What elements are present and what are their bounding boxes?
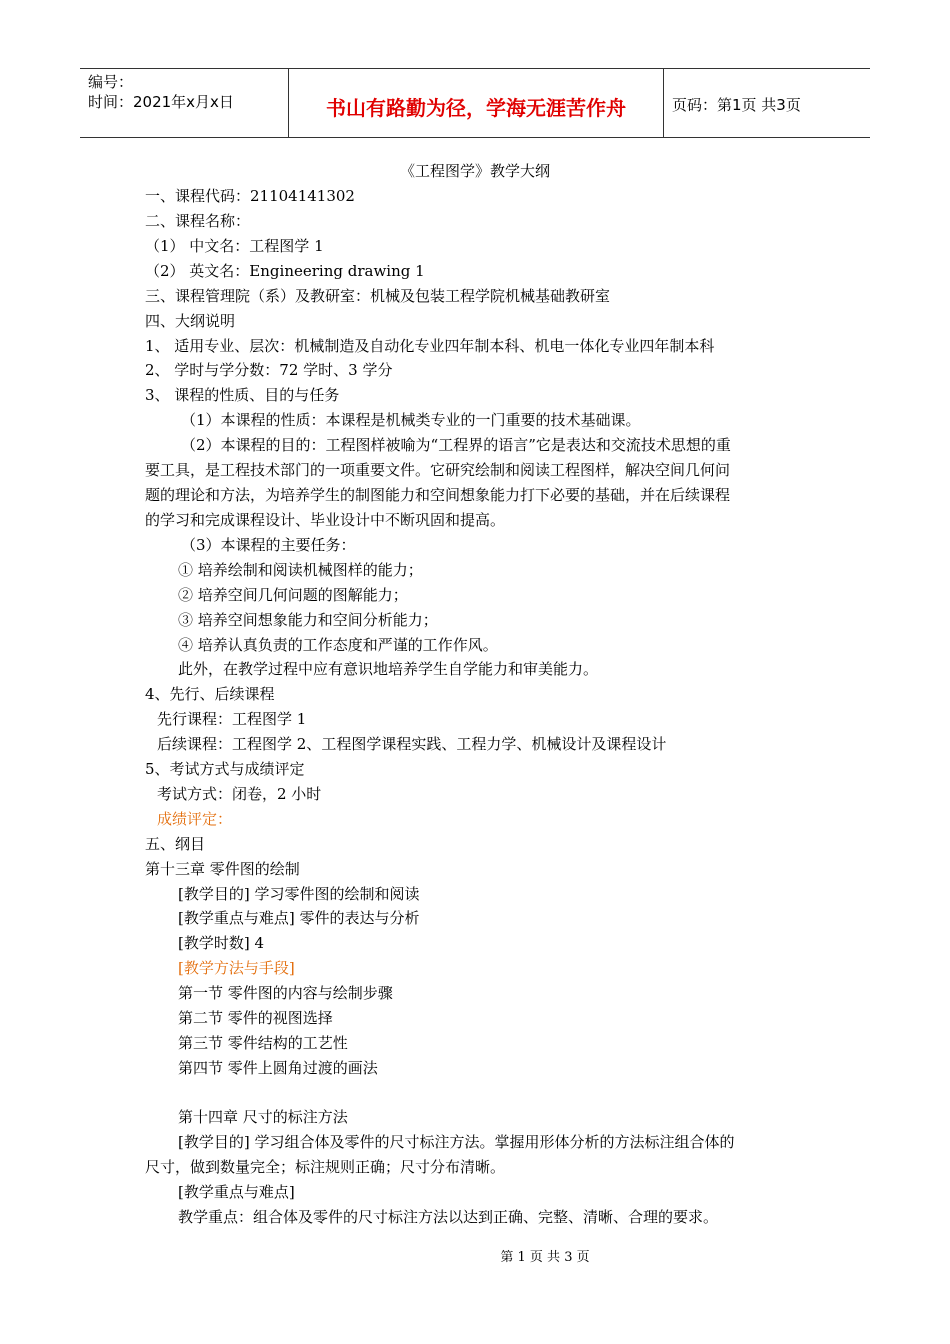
grading-label: 成绩评定：	[157, 810, 233, 828]
document-title: 《工程图学》教学大纲	[399, 162, 550, 180]
number-label: 编号：	[88, 73, 134, 91]
text-line: [教学目的] 学习组合体及零件的尺寸标注方法。掌握用形体分析的方法标注组合体的	[178, 1133, 735, 1151]
text-line: （1）本课程的性质：本课程是机械类专业的一门重要的技术基础课。	[181, 411, 641, 429]
list-item: ④ 培养认真负责的工作态度和严谨的工作作风。	[178, 636, 498, 654]
text-line: 3、 课程的性质、目的与任务	[145, 386, 340, 404]
text-line: 尺寸，做到数量完全；标注规则正确；尺寸分布清晰。	[145, 1158, 506, 1176]
chapter-heading: 第十四章 尺寸的标注方法	[178, 1108, 348, 1126]
motto: 书山有路勤为径，学海无涯苦作舟	[289, 69, 664, 137]
text-line: 后续课程：工程图学 2、工程图学课程实践、工程力学、机械设计及课程设计	[157, 735, 667, 753]
text-line: 1、 适用专业、层次：机械制造及自动化专业四年制本科、机电一体化专业四年制本科	[145, 337, 715, 355]
text-line: [教学时数] 4	[178, 934, 265, 952]
text-line: 4、先行、后续课程	[145, 685, 275, 703]
list-item: ② 培养空间几何问题的图解能力；	[178, 586, 408, 604]
list-item: ③ 培养空间想象能力和空间分析能力；	[178, 611, 438, 629]
text-line: 考试方式：闭卷，2 小时	[157, 785, 322, 803]
section-item: 第三节 零件结构的工艺性	[178, 1034, 348, 1052]
page-header	[80, 68, 870, 138]
text-line: 题的理论和方法，为培养学生的制图能力和空间想象能力打下必要的基础，并在后续课程	[145, 486, 731, 504]
text-line: 此外，在教学过程中应有意识地培养学生自学能力和审美能力。	[178, 660, 599, 678]
section-item: 第一节 零件图的内容与绘制步骤	[178, 984, 393, 1002]
date-label: 时间：2021年x月x日	[88, 93, 234, 111]
text-line: [教学重点与难点] 零件的表达与分析	[178, 909, 420, 927]
text-line: （1） 中文名：工程图学 1	[145, 237, 324, 255]
header-meta	[80, 69, 289, 137]
text-line: [教学重点与难点]	[178, 1183, 295, 1201]
text-line: 教学重点：组合体及零件的尺寸标注方法以达到正确、完整、清晰、合理的要求。	[178, 1208, 719, 1226]
text-line: （2） 英文名：Engineering drawing 1	[145, 262, 425, 280]
section-item: 第四节 零件上圆角过渡的画法	[178, 1059, 378, 1077]
text-line: 要工具，是工程技术部门的一项重要文件。它研究绘制和阅读工程图样，解决空间几何问	[145, 461, 731, 479]
text-line: 的学习和完成课程设计、毕业设计中不断巩固和提高。	[145, 511, 506, 529]
text-line: 五、纲目	[145, 835, 206, 853]
text-line: （3）本课程的主要任务：	[181, 536, 356, 554]
text-line: 四、大纲说明	[145, 312, 236, 330]
text-line: （2）本课程的目的：工程图样被喻为“工程界的语言”它是表达和交流技术思想的重	[181, 436, 731, 454]
teaching-method-label: [教学方法与手段]	[178, 959, 295, 977]
page-footer: 第 1 页 共 3 页	[500, 1250, 590, 1265]
section-item: 第二节 零件的视图选择	[178, 1009, 333, 1027]
list-item: ① 培养绘制和阅读机械图样的能力；	[178, 561, 423, 579]
text-line: 二、课程名称：	[145, 212, 251, 230]
text-line: 三、课程管理院（系）及教研室：机械及包装工程学院机械基础教研室	[145, 287, 611, 305]
text-line: 2、 学时与学分数：72 学时、3 学分	[145, 361, 393, 379]
text-line: [教学目的] 学习零件图的绘制和阅读	[178, 885, 420, 903]
page-info: 页码：第1页 共3页	[672, 95, 801, 114]
chapter-heading: 第十三章 零件图的绘制	[145, 860, 300, 878]
text-line: 5、考试方式与成绩评定	[145, 760, 305, 778]
text-line: 先行课程：工程图学 1	[157, 710, 307, 728]
text-line: 一、课程代码：21104141302	[145, 187, 355, 205]
